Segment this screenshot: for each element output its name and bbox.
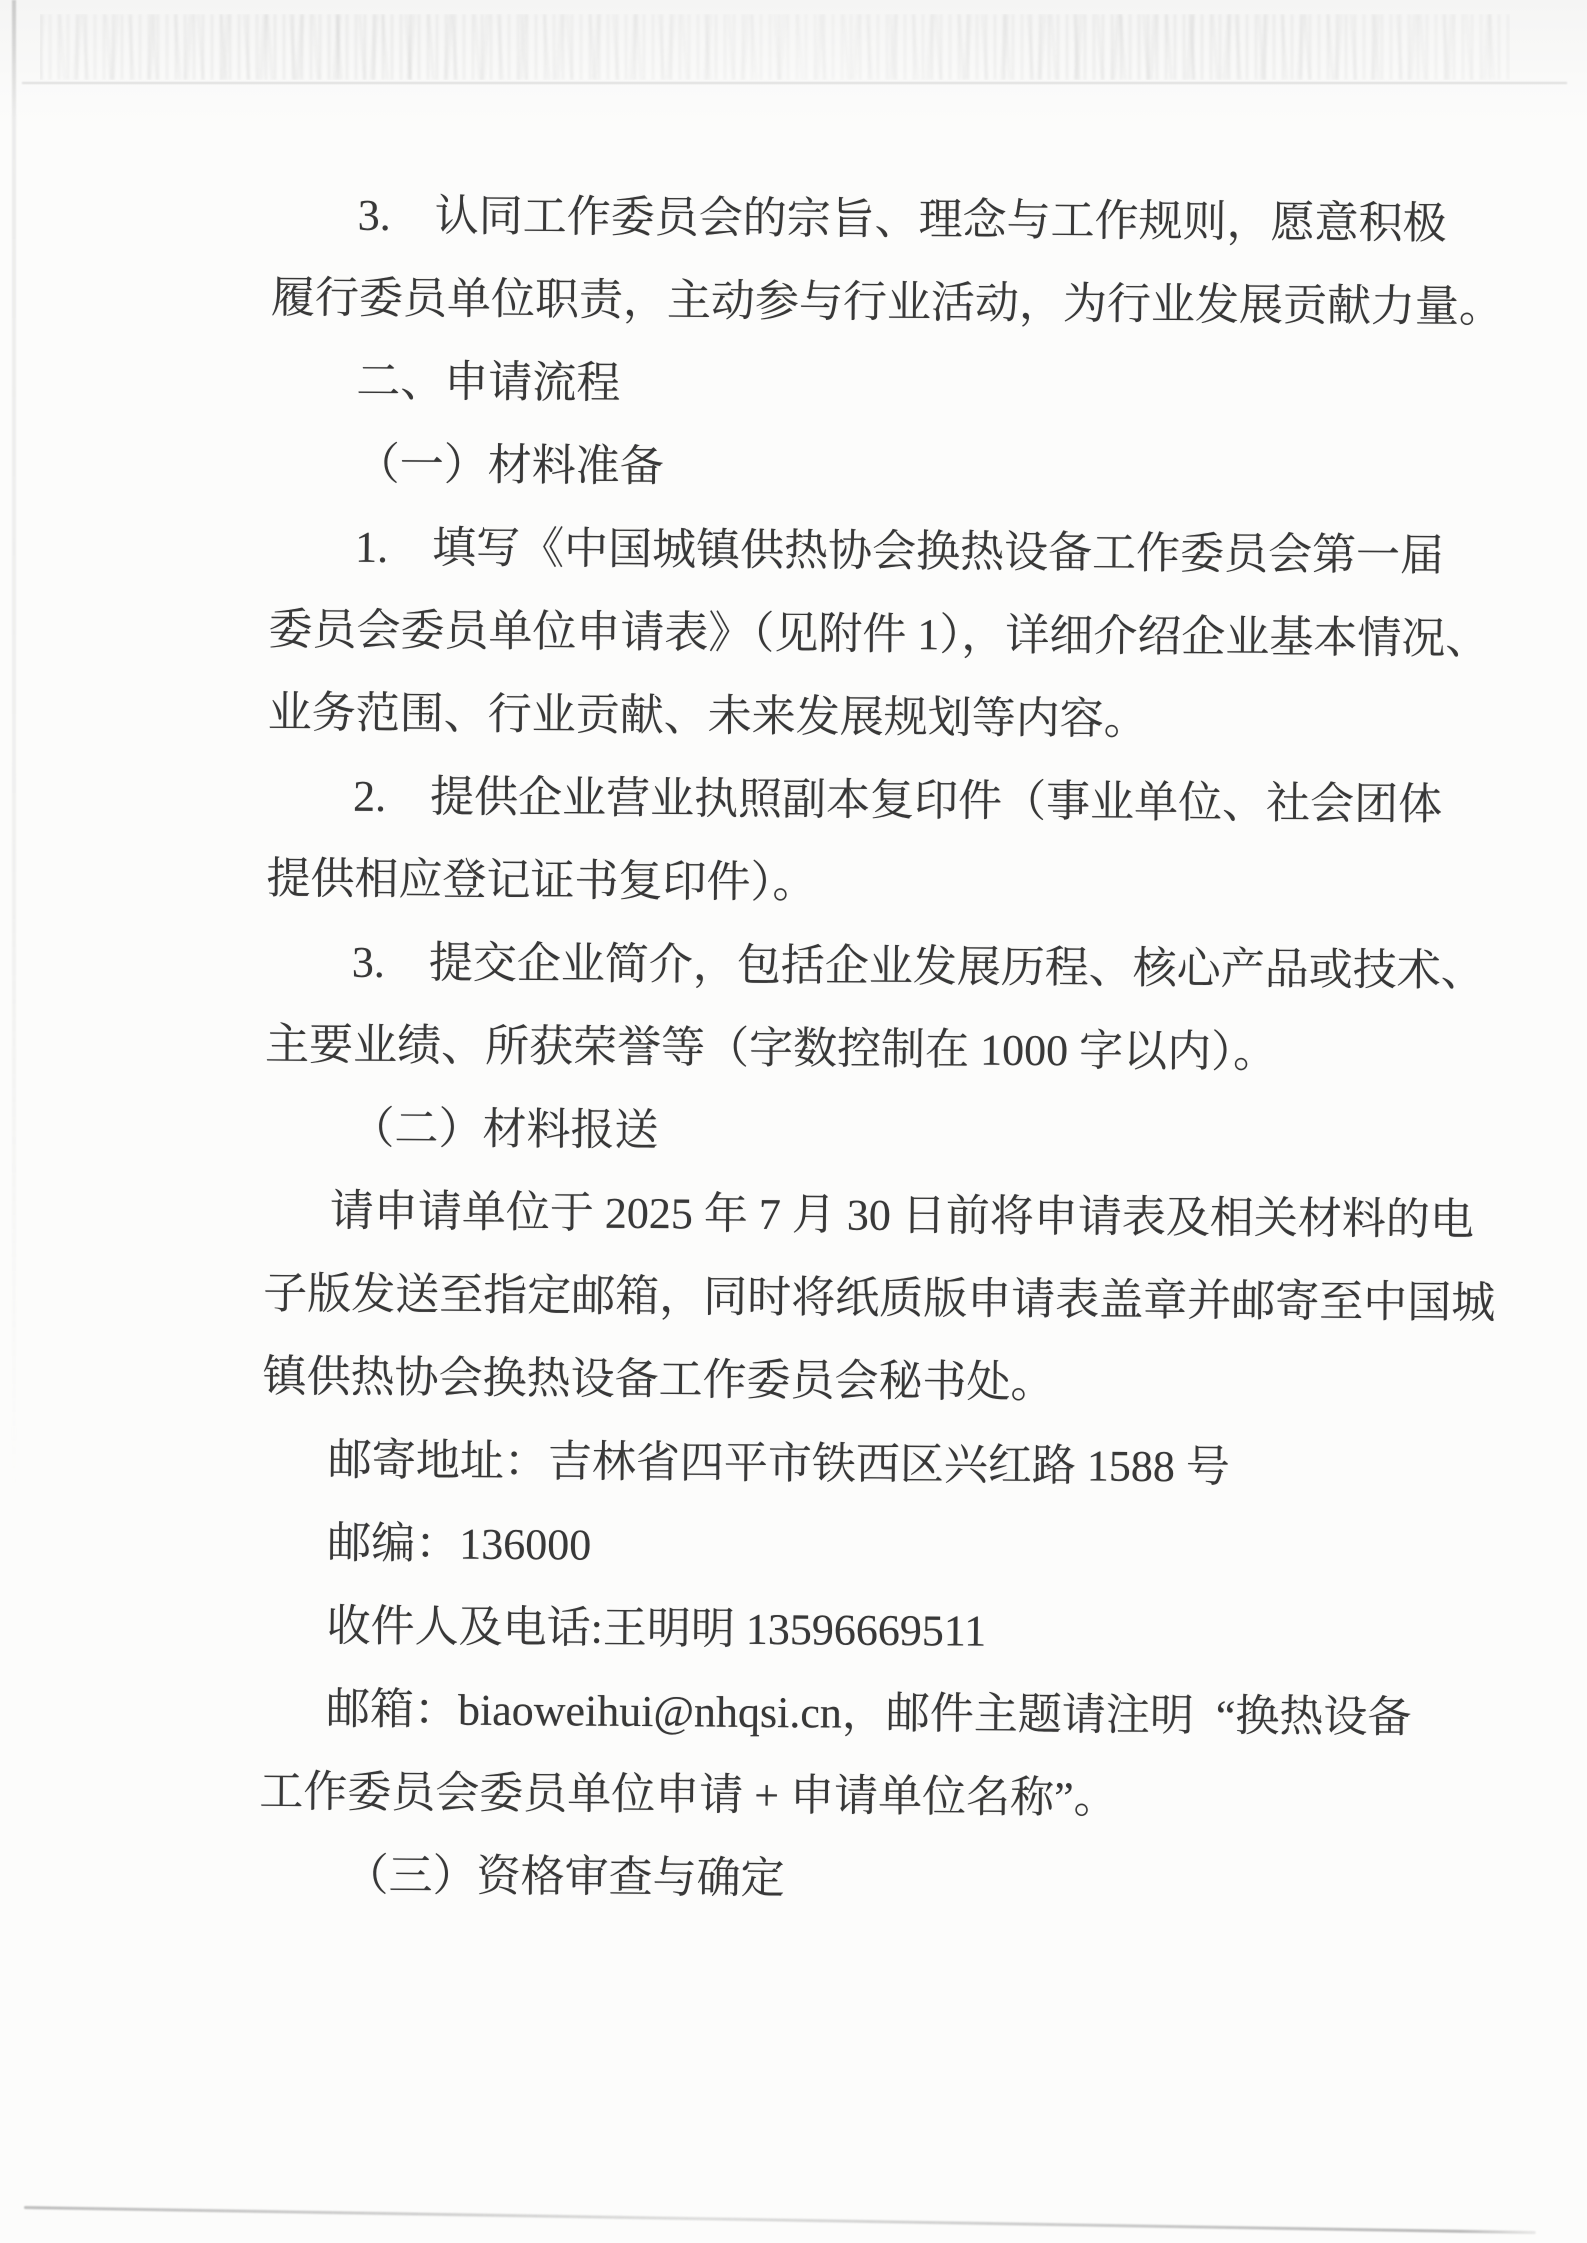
document-line: 3. 提交企业简介，包括企业发展历程、核心产品或技术、 bbox=[351, 937, 1485, 996]
document-line: 邮箱：biaoweihui@nhqsi.cn，邮件主题请注明 “换热设备 bbox=[325, 1684, 1412, 1743]
document-line: 提供相应登记证书复印件）。 bbox=[266, 854, 817, 908]
document-line: （一）材料准备 bbox=[355, 439, 664, 492]
document-line: 业务范围、行业贡献、未来发展规划等内容。 bbox=[267, 688, 1148, 744]
document-line: 请申请单位于 2025 年 7 月 30 日前将申请表及相关材料的电 bbox=[329, 1186, 1475, 1245]
document-line: 收件人及电话:王明明 13596669511 bbox=[326, 1601, 987, 1656]
document-line: 委员会委员单位申请表》（见附件 1），详细介绍企业基本情况、 bbox=[268, 605, 1490, 664]
document-line: 二、申请流程 bbox=[356, 356, 621, 408]
document-text-block bbox=[0, 171, 1587, 1926]
document-line: 履行委员单位职责，主动参与行业活动，为行业发展贡献力量。 bbox=[270, 273, 1504, 332]
document-line: 2. 提供企业营业执照副本复印件（事业单位、社会团体 bbox=[352, 771, 1443, 830]
document-line: （二）材料报送 bbox=[350, 1103, 659, 1156]
document-line: （三）资格审查与确定 bbox=[344, 1850, 785, 1904]
scan-noise-line bbox=[22, 82, 1567, 84]
document-line: 3. 认同工作委员会的宗旨、理念与工作规则，愿意积极 bbox=[357, 190, 1447, 249]
document-line: 邮编：136000 bbox=[327, 1518, 592, 1570]
document-line: 1. 填写《中国城镇供热协会换热设备工作委员会第一届 bbox=[354, 522, 1445, 581]
document-line: 工作委员会委员单位申请 + 申请单位名称”。 bbox=[259, 1767, 1118, 1823]
scan-bottom-edge-shadow bbox=[24, 2206, 1536, 2234]
document-line: 镇供热协会换热设备工作委员会秘书处。 bbox=[262, 1352, 1055, 1408]
document-line: 邮寄地址：吉林省四平市铁西区兴红路 1588 号 bbox=[327, 1435, 1231, 1492]
scan-noise-top bbox=[40, 14, 1510, 80]
document-line: 子版发送至指定邮箱，同时将纸质版申请表盖章并邮寄至中国城 bbox=[263, 1269, 1496, 1328]
document-line: 主要业绩、所获荣誉等（字数控制在 1000 字以内）。 bbox=[264, 1020, 1278, 1077]
